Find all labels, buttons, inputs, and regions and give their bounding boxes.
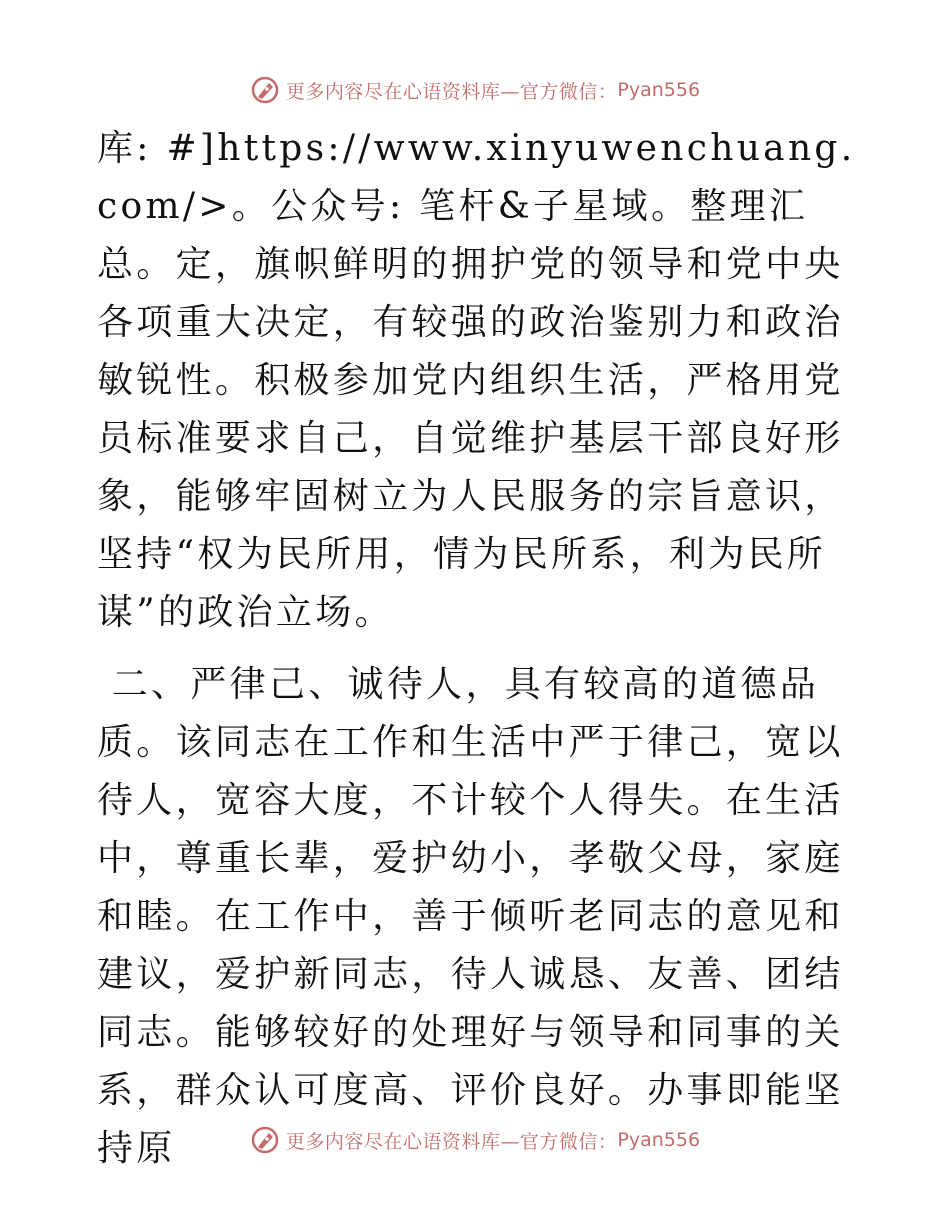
header-banner [0, 70, 950, 110]
banner-wechat-id: Pyan556 [617, 79, 701, 101]
document-body [97, 120, 857, 1178]
banner-text: 更多内容尽在心语资料库—官方微信： [285, 80, 618, 103]
paragraph-1: 库: #]https://www.xinyuwenchuang.com/>。公众号: 笔杆&子星域。整理汇总。定，旗帜鲜明的拥护党的领导和党中央各项重大决定，有较强的政治鉴别力和政治敏锐性。积极参加党内组织生活，严格用党员标准要求自己，自觉维护基层干部良好形象，能够牢固树立为人民服务的宗旨意识，坚持“权为民所用，情为民所系，利为民所谋”的政治立场。 [97, 128, 856, 633]
banner-text: 更多内容尽在心语资料库—官方微信： [285, 1130, 618, 1153]
banner-wechat-id: Pyan556 [617, 1129, 701, 1151]
pen-nib-icon [250, 75, 280, 105]
pen-nib-icon [250, 1125, 280, 1155]
paragraph-2: 二、严律己、诚待人，具有较高的道德品质。该同志在工作和生活中严于律己，宽以待人，宽容大度，不计较个人得失。在生活中，尊重长辈，爱护幼小，孝敬父母，家庭和睦。在工作中，善于倾听老同志的意见和建议，爱护新同志，待人诚恳、友善、团结同志。能够较好的处理好与领导和同事的关系，群众认可度高、评价良好。办事即能坚持原 [97, 664, 844, 1169]
footer-banner [0, 1120, 950, 1160]
